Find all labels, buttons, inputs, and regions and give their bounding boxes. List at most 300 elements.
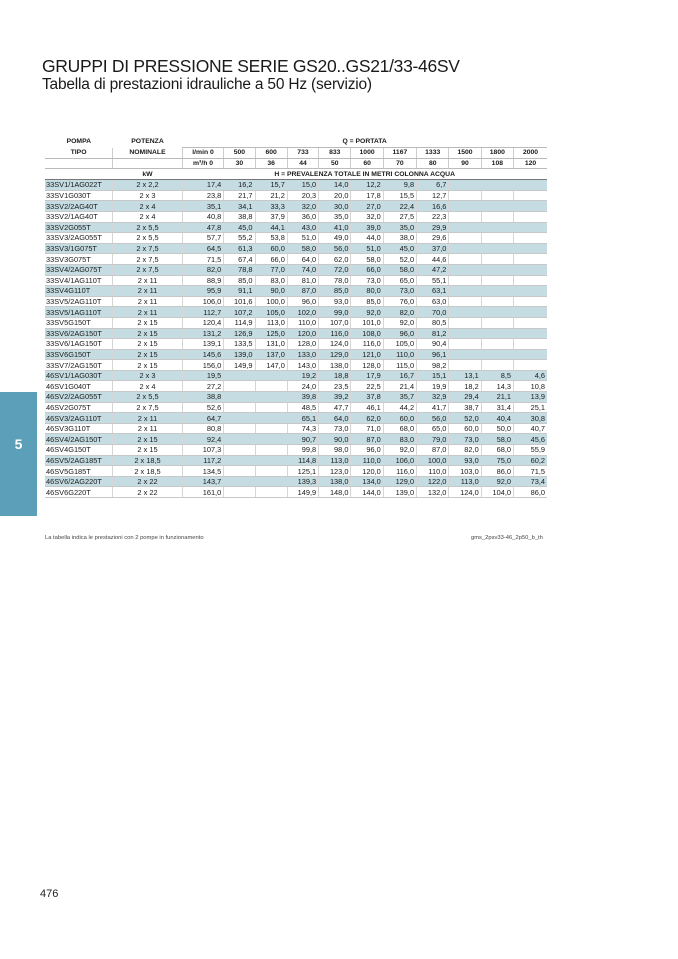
cell-head-value: 99,0 — [319, 307, 351, 318]
cell-head-value: 121,0 — [351, 349, 383, 360]
cell-head-value — [481, 339, 513, 350]
cell-head-value: 85,0 — [319, 286, 351, 297]
cell-head-value: 55,9 — [514, 445, 548, 456]
cell-head-value: 129,0 — [319, 349, 351, 360]
table-row — [45, 286, 547, 297]
cell-head-value: 15,7 — [255, 180, 287, 191]
cell-head-value: 90,4 — [417, 339, 449, 350]
cell-head-value: 29,9 — [417, 222, 449, 233]
cell-model: 46SV3/2AG110T — [45, 413, 113, 424]
cell-head-value: 40,7 — [514, 423, 548, 434]
cell-model: 46SV1G040T — [45, 381, 113, 392]
table-row — [45, 201, 547, 212]
cell-head-value: 145,6 — [182, 349, 223, 360]
cell-head-value: 98,0 — [319, 445, 351, 456]
cell-head-value — [514, 243, 548, 254]
cell-head-value: 9,8 — [383, 180, 416, 191]
cell-head-value: 125,1 — [287, 466, 318, 477]
page-subtitle: Tabella di prestazioni idrauliche a 50 Hz (servizio) — [42, 76, 372, 93]
cell-head-value: 124,0 — [449, 487, 481, 498]
cell-head-value: 115,0 — [383, 360, 416, 371]
cell-head-value: 122,0 — [417, 476, 449, 487]
cell-head-value: 61,3 — [224, 243, 255, 254]
cell-head-value — [224, 476, 255, 487]
cell-head-value: 129,0 — [383, 476, 416, 487]
cell-model: 33SV2/1AG40T — [45, 211, 113, 222]
cell-power: 2 x 4 — [113, 201, 183, 212]
cell-head-value: 72,0 — [319, 264, 351, 275]
cell-head-value: 19,9 — [417, 381, 449, 392]
cell-head-value: 128,0 — [351, 360, 383, 371]
cell-head-value — [449, 222, 481, 233]
cell-head-value: 128,0 — [287, 339, 318, 350]
cell-head-value — [514, 254, 548, 265]
cell-head-value: 67,4 — [224, 254, 255, 265]
cell-head-value: 85,0 — [351, 296, 383, 307]
cell-head-value: 14,0 — [319, 180, 351, 191]
cell-head-value — [255, 487, 287, 498]
cell-head-value: 52,0 — [449, 413, 481, 424]
cell-power: 2 x 22 — [113, 487, 183, 498]
cell-head-value — [514, 339, 548, 350]
cell-model: 46SV2/2AG055T — [45, 392, 113, 403]
cell-head-value: 44,0 — [351, 233, 383, 244]
cell-head-value — [224, 455, 255, 466]
cell-head-value — [514, 190, 548, 201]
cell-head-value: 134,0 — [351, 476, 383, 487]
cell-head-value: 19,2 — [287, 370, 318, 381]
cell-head-value: 116,0 — [319, 328, 351, 339]
header-flow-lmin: 1500 — [449, 148, 481, 159]
cell-head-value: 78,0 — [319, 275, 351, 286]
cell-head-value: 16,7 — [383, 370, 416, 381]
cell-head-value — [224, 487, 255, 498]
cell-head-value: 49,0 — [319, 233, 351, 244]
cell-head-value: 16,2 — [224, 180, 255, 191]
cell-head-value: 60,2 — [514, 455, 548, 466]
cell-head-value: 96,0 — [351, 445, 383, 456]
cell-head-value: 23,8 — [182, 190, 223, 201]
cell-head-value: 30,8 — [514, 413, 548, 424]
table-code: gms_2psv33-46_2p50_b_th — [471, 535, 543, 541]
cell-head-value: 91,1 — [224, 286, 255, 297]
cell-head-value: 55,2 — [224, 233, 255, 244]
table-row — [45, 423, 547, 434]
cell-head-value: 96,0 — [383, 328, 416, 339]
header-flow-m3h: 70 — [383, 158, 416, 169]
cell-head-value — [255, 445, 287, 456]
cell-head-value: 22,3 — [417, 211, 449, 222]
table-row — [45, 339, 547, 350]
cell-head-value — [449, 307, 481, 318]
cell-model: 46SV3G110T — [45, 423, 113, 434]
chapter-number: 5 — [14, 436, 23, 452]
cell-head-value: 116,0 — [383, 466, 416, 477]
cell-head-value: 77,0 — [255, 264, 287, 275]
cell-head-value: 70,0 — [417, 307, 449, 318]
cell-head-value: 92,0 — [383, 317, 416, 328]
cell-head-value: 79,0 — [417, 434, 449, 445]
cell-power: 2 x 3 — [113, 190, 183, 201]
cell-head-value — [224, 370, 255, 381]
cell-head-value: 21,4 — [383, 381, 416, 392]
cell-head-value: 38,0 — [383, 233, 416, 244]
cell-model: 46SV2G075T — [45, 402, 113, 413]
cell-model: 33SV4/1AG110T — [45, 275, 113, 286]
cell-head-value — [514, 328, 548, 339]
cell-head-value — [449, 360, 481, 371]
cell-head-value — [481, 275, 513, 286]
cell-head-value: 41,7 — [417, 402, 449, 413]
cell-head-value: 57,7 — [182, 233, 223, 244]
table-row — [45, 296, 547, 307]
cell-head-value: 148,0 — [319, 487, 351, 498]
cell-head-value: 92,0 — [481, 476, 513, 487]
cell-power: 2 x 4 — [113, 211, 183, 222]
cell-head-value: 71,0 — [351, 423, 383, 434]
cell-head-value — [481, 201, 513, 212]
cell-head-value — [449, 296, 481, 307]
cell-head-value: 40,4 — [481, 413, 513, 424]
cell-head-value: 107,0 — [319, 317, 351, 328]
cell-head-value: 62,0 — [319, 254, 351, 265]
cell-head-value: 139,3 — [287, 476, 318, 487]
cell-head-value: 23,5 — [319, 381, 351, 392]
cell-head-value: 46,1 — [351, 402, 383, 413]
table-row — [45, 317, 547, 328]
cell-head-value: 102,0 — [287, 307, 318, 318]
cell-head-value — [481, 190, 513, 201]
cell-head-value: 86,0 — [481, 466, 513, 477]
cell-head-value: 21,7 — [224, 190, 255, 201]
header-flow-lmin: 2000 — [514, 148, 548, 159]
cell-power: 2 x 18,5 — [113, 466, 183, 477]
cell-head-value: 38,8 — [224, 211, 255, 222]
cell-model: 33SV2/2AG40T — [45, 201, 113, 212]
header-flow-m3h: 36 — [255, 158, 287, 169]
header-flow-m3h: 50 — [319, 158, 351, 169]
cell-head-value: 34,1 — [224, 201, 255, 212]
cell-power: 2 x 5,5 — [113, 233, 183, 244]
cell-head-value: 134,5 — [182, 466, 223, 477]
cell-head-value: 58,0 — [383, 264, 416, 275]
cell-head-value: 50,0 — [481, 423, 513, 434]
cell-head-value — [224, 434, 255, 445]
cell-head-value: 101,0 — [351, 317, 383, 328]
cell-power: 2 x 15 — [113, 434, 183, 445]
cell-head-value: 44,6 — [417, 254, 449, 265]
cell-head-value — [514, 286, 548, 297]
table-row — [45, 180, 547, 191]
cell-head-value: 52,6 — [182, 402, 223, 413]
cell-power: 2 x 15 — [113, 328, 183, 339]
cell-head-value: 37,8 — [351, 392, 383, 403]
cell-head-value: 35,0 — [319, 211, 351, 222]
cell-head-value: 149,9 — [224, 360, 255, 371]
cell-head-value: 86,0 — [514, 487, 548, 498]
cell-head-value: 17,9 — [351, 370, 383, 381]
cell-head-value: 100,0 — [417, 455, 449, 466]
cell-head-value: 71,5 — [514, 466, 548, 477]
cell-head-value — [255, 381, 287, 392]
cell-head-value — [514, 211, 548, 222]
cell-head-value — [255, 402, 287, 413]
header-pompa: POMPA — [66, 138, 92, 146]
cell-head-value: 14,3 — [481, 381, 513, 392]
cell-head-value: 107,2 — [224, 307, 255, 318]
cell-head-value — [449, 349, 481, 360]
cell-head-value — [481, 307, 513, 318]
header-unit-m3h: m³/h 0 — [182, 158, 223, 169]
cell-head-value: 123,0 — [319, 466, 351, 477]
table-row — [45, 360, 547, 371]
cell-head-value: 74,0 — [287, 264, 318, 275]
table-row — [45, 487, 547, 498]
table-row — [45, 264, 547, 275]
cell-head-value: 10,8 — [514, 381, 548, 392]
cell-head-value: 143,7 — [182, 476, 223, 487]
cell-head-value: 108,0 — [351, 328, 383, 339]
cell-head-value — [449, 211, 481, 222]
header-flow-m3h: 108 — [481, 158, 513, 169]
cell-head-value: 110,0 — [351, 455, 383, 466]
cell-head-value: 32,0 — [351, 211, 383, 222]
table-row — [45, 392, 547, 403]
cell-model: 33SV3G075T — [45, 254, 113, 265]
cell-head-value — [449, 328, 481, 339]
cell-head-value — [449, 286, 481, 297]
cell-head-value: 113,0 — [319, 455, 351, 466]
cell-power: 2 x 11 — [113, 413, 183, 424]
table-row — [45, 328, 547, 339]
cell-head-value: 73,0 — [383, 286, 416, 297]
cell-power: 2 x 11 — [113, 423, 183, 434]
cell-head-value: 45,0 — [224, 222, 255, 233]
header-flow-lmin: 1800 — [481, 148, 513, 159]
cell-head-value: 64,0 — [287, 254, 318, 265]
cell-head-value — [481, 264, 513, 275]
cell-head-value — [481, 286, 513, 297]
cell-head-value: 30,0 — [319, 201, 351, 212]
cell-head-value: 87,0 — [287, 286, 318, 297]
table-row — [45, 275, 547, 286]
cell-head-value: 58,0 — [481, 434, 513, 445]
cell-head-value: 32,9 — [417, 392, 449, 403]
cell-head-value: 29,4 — [449, 392, 481, 403]
page-number: 476 — [40, 888, 59, 900]
cell-power: 2 x 15 — [113, 317, 183, 328]
cell-head-value: 45,0 — [383, 243, 416, 254]
cell-head-value: 60,0 — [383, 413, 416, 424]
cell-model: 46SV6/2AG220T — [45, 476, 113, 487]
header-flow-m3h: 30 — [224, 158, 255, 169]
cell-head-value: 144,0 — [351, 487, 383, 498]
cell-head-value: 12,7 — [417, 190, 449, 201]
cell-head-value — [481, 180, 513, 191]
cell-head-value: 88,9 — [182, 275, 223, 286]
table-row — [45, 254, 547, 265]
cell-head-value: 92,0 — [383, 445, 416, 456]
header-flow-m3h: 60 — [351, 158, 383, 169]
cell-model: 46SV6G220T — [45, 487, 113, 498]
cell-head-value: 120,4 — [182, 317, 223, 328]
cell-head-value: 33,3 — [255, 201, 287, 212]
cell-head-value: 90,0 — [319, 434, 351, 445]
header-flow-m3h-row — [45, 158, 547, 169]
cell-head-value: 4,6 — [514, 370, 548, 381]
cell-model: 33SV4G110T — [45, 286, 113, 297]
cell-head-value: 90,0 — [255, 286, 287, 297]
table-row — [45, 413, 547, 424]
cell-head-value — [224, 445, 255, 456]
cell-head-value: 106,0 — [383, 455, 416, 466]
cell-head-value: 85,0 — [224, 275, 255, 286]
page-title: GRUPPI DI PRESSIONE SERIE GS20..GS21/33-46SV — [42, 56, 460, 76]
cell-model: 33SV4/2AG075T — [45, 264, 113, 275]
chapter-tab — [0, 392, 37, 516]
cell-power: 2 x 15 — [113, 445, 183, 456]
cell-power: 2 x 5,5 — [113, 222, 183, 233]
cell-head-value: 47,2 — [417, 264, 449, 275]
cell-head-value — [514, 180, 548, 191]
cell-power: 2 x 11 — [113, 307, 183, 318]
cell-head-value — [481, 211, 513, 222]
cell-head-value — [224, 402, 255, 413]
cell-head-value: 15,5 — [383, 190, 416, 201]
cell-head-value — [224, 413, 255, 424]
cell-head-value: 82,0 — [383, 307, 416, 318]
cell-head-value: 20,3 — [287, 190, 318, 201]
table-note: La tabella indica le prestazioni con 2 pompe in funzionamento — [45, 535, 204, 541]
cell-head-value: 21,2 — [255, 190, 287, 201]
cell-head-value: 156,0 — [182, 360, 223, 371]
cell-head-value — [255, 370, 287, 381]
cell-head-value: 60,0 — [255, 243, 287, 254]
cell-head-value: 116,0 — [351, 339, 383, 350]
cell-head-value: 39,2 — [319, 392, 351, 403]
cell-head-value: 56,0 — [417, 413, 449, 424]
cell-head-value — [481, 296, 513, 307]
cell-head-value: 43,0 — [287, 222, 318, 233]
cell-head-value: 139,0 — [383, 487, 416, 498]
header-flow-m3h: 44 — [287, 158, 318, 169]
cell-model: 46SV4G150T — [45, 445, 113, 456]
table-row — [45, 466, 547, 477]
cell-power: 2 x 7,5 — [113, 243, 183, 254]
cell-head-value — [255, 423, 287, 434]
cell-head-value: 65,1 — [287, 413, 318, 424]
cell-power: 2 x 5,5 — [113, 392, 183, 403]
cell-head-value: 92,4 — [182, 434, 223, 445]
cell-power: 2 x 11 — [113, 296, 183, 307]
cell-model: 33SV1G030T — [45, 190, 113, 201]
cell-power: 2 x 11 — [113, 275, 183, 286]
cell-head-value — [224, 466, 255, 477]
cell-head-value — [481, 243, 513, 254]
cell-head-value — [449, 275, 481, 286]
cell-head-value: 139,1 — [182, 339, 223, 350]
cell-power: 2 x 7,5 — [113, 402, 183, 413]
cell-head-value: 35,7 — [383, 392, 416, 403]
cell-head-value: 17,8 — [351, 190, 383, 201]
cell-head-value: 64,7 — [182, 413, 223, 424]
table-row — [45, 445, 547, 456]
cell-power: 2 x 22 — [113, 476, 183, 487]
cell-model: 33SV5/1AG110T — [45, 307, 113, 318]
cell-head-value — [449, 254, 481, 265]
cell-head-value — [481, 254, 513, 265]
cell-head-value: 68,0 — [481, 445, 513, 456]
cell-head-value — [449, 190, 481, 201]
cell-head-value: 100,0 — [255, 296, 287, 307]
cell-head-value — [449, 339, 481, 350]
cell-model: 33SV1/1AG022T — [45, 180, 113, 191]
cell-head-value: 29,6 — [417, 233, 449, 244]
cell-head-value: 19,5 — [182, 370, 223, 381]
cell-power: 2 x 15 — [113, 360, 183, 371]
cell-head-value: 25,1 — [514, 402, 548, 413]
cell-head-value: 15,0 — [287, 180, 318, 191]
cell-head-value: 55,1 — [417, 275, 449, 286]
cell-head-value: 114,9 — [224, 317, 255, 328]
cell-head-value: 82,0 — [182, 264, 223, 275]
cell-head-value: 93,0 — [319, 296, 351, 307]
cell-head-value — [514, 264, 548, 275]
cell-head-value: 82,0 — [449, 445, 481, 456]
cell-head-value — [481, 317, 513, 328]
cell-model: 33SV2G055T — [45, 222, 113, 233]
cell-model: 46SV5G185T — [45, 466, 113, 477]
cell-head-value: 47,8 — [182, 222, 223, 233]
cell-model: 33SV5/2AG110T — [45, 296, 113, 307]
cell-head-value: 51,0 — [351, 243, 383, 254]
cell-head-value: 37,0 — [417, 243, 449, 254]
cell-head-value: 138,0 — [319, 476, 351, 487]
cell-head-value: 117,2 — [182, 455, 223, 466]
cell-head-value — [514, 233, 548, 244]
cell-head-value — [514, 296, 548, 307]
cell-head-value: 110,0 — [287, 317, 318, 328]
cell-head-value: 38,7 — [449, 402, 481, 413]
cell-power: 2 x 18,5 — [113, 455, 183, 466]
cell-head-value: 38,8 — [182, 392, 223, 403]
cell-head-value: 112,7 — [182, 307, 223, 318]
cell-head-value — [514, 317, 548, 328]
cell-model: 33SV6/2AG150T — [45, 328, 113, 339]
cell-head-value: 16,6 — [417, 201, 449, 212]
cell-head-value: 51,0 — [287, 233, 318, 244]
cell-head-value: 36,0 — [287, 211, 318, 222]
cell-head-value: 27,2 — [182, 381, 223, 392]
cell-head-value: 20,0 — [319, 190, 351, 201]
header-tipo: TIPO — [45, 148, 113, 159]
cell-head-value: 103,0 — [449, 466, 481, 477]
header-flow-lmin: 733 — [287, 148, 318, 159]
cell-head-value: 13,1 — [449, 370, 481, 381]
header-flow-lmin-row — [45, 148, 547, 159]
cell-model: 33SV6G150T — [45, 349, 113, 360]
cell-head-value: 80,0 — [351, 286, 383, 297]
cell-head-value — [481, 328, 513, 339]
cell-head-value: 106,0 — [182, 296, 223, 307]
cell-power: 2 x 2,2 — [113, 180, 183, 191]
cell-head-value: 73,0 — [319, 423, 351, 434]
cell-head-value: 53,8 — [255, 233, 287, 244]
cell-head-value: 149,9 — [287, 487, 318, 498]
cell-head-value: 44,1 — [255, 222, 287, 233]
cell-power: 2 x 4 — [113, 381, 183, 392]
cell-head-value: 21,1 — [481, 392, 513, 403]
